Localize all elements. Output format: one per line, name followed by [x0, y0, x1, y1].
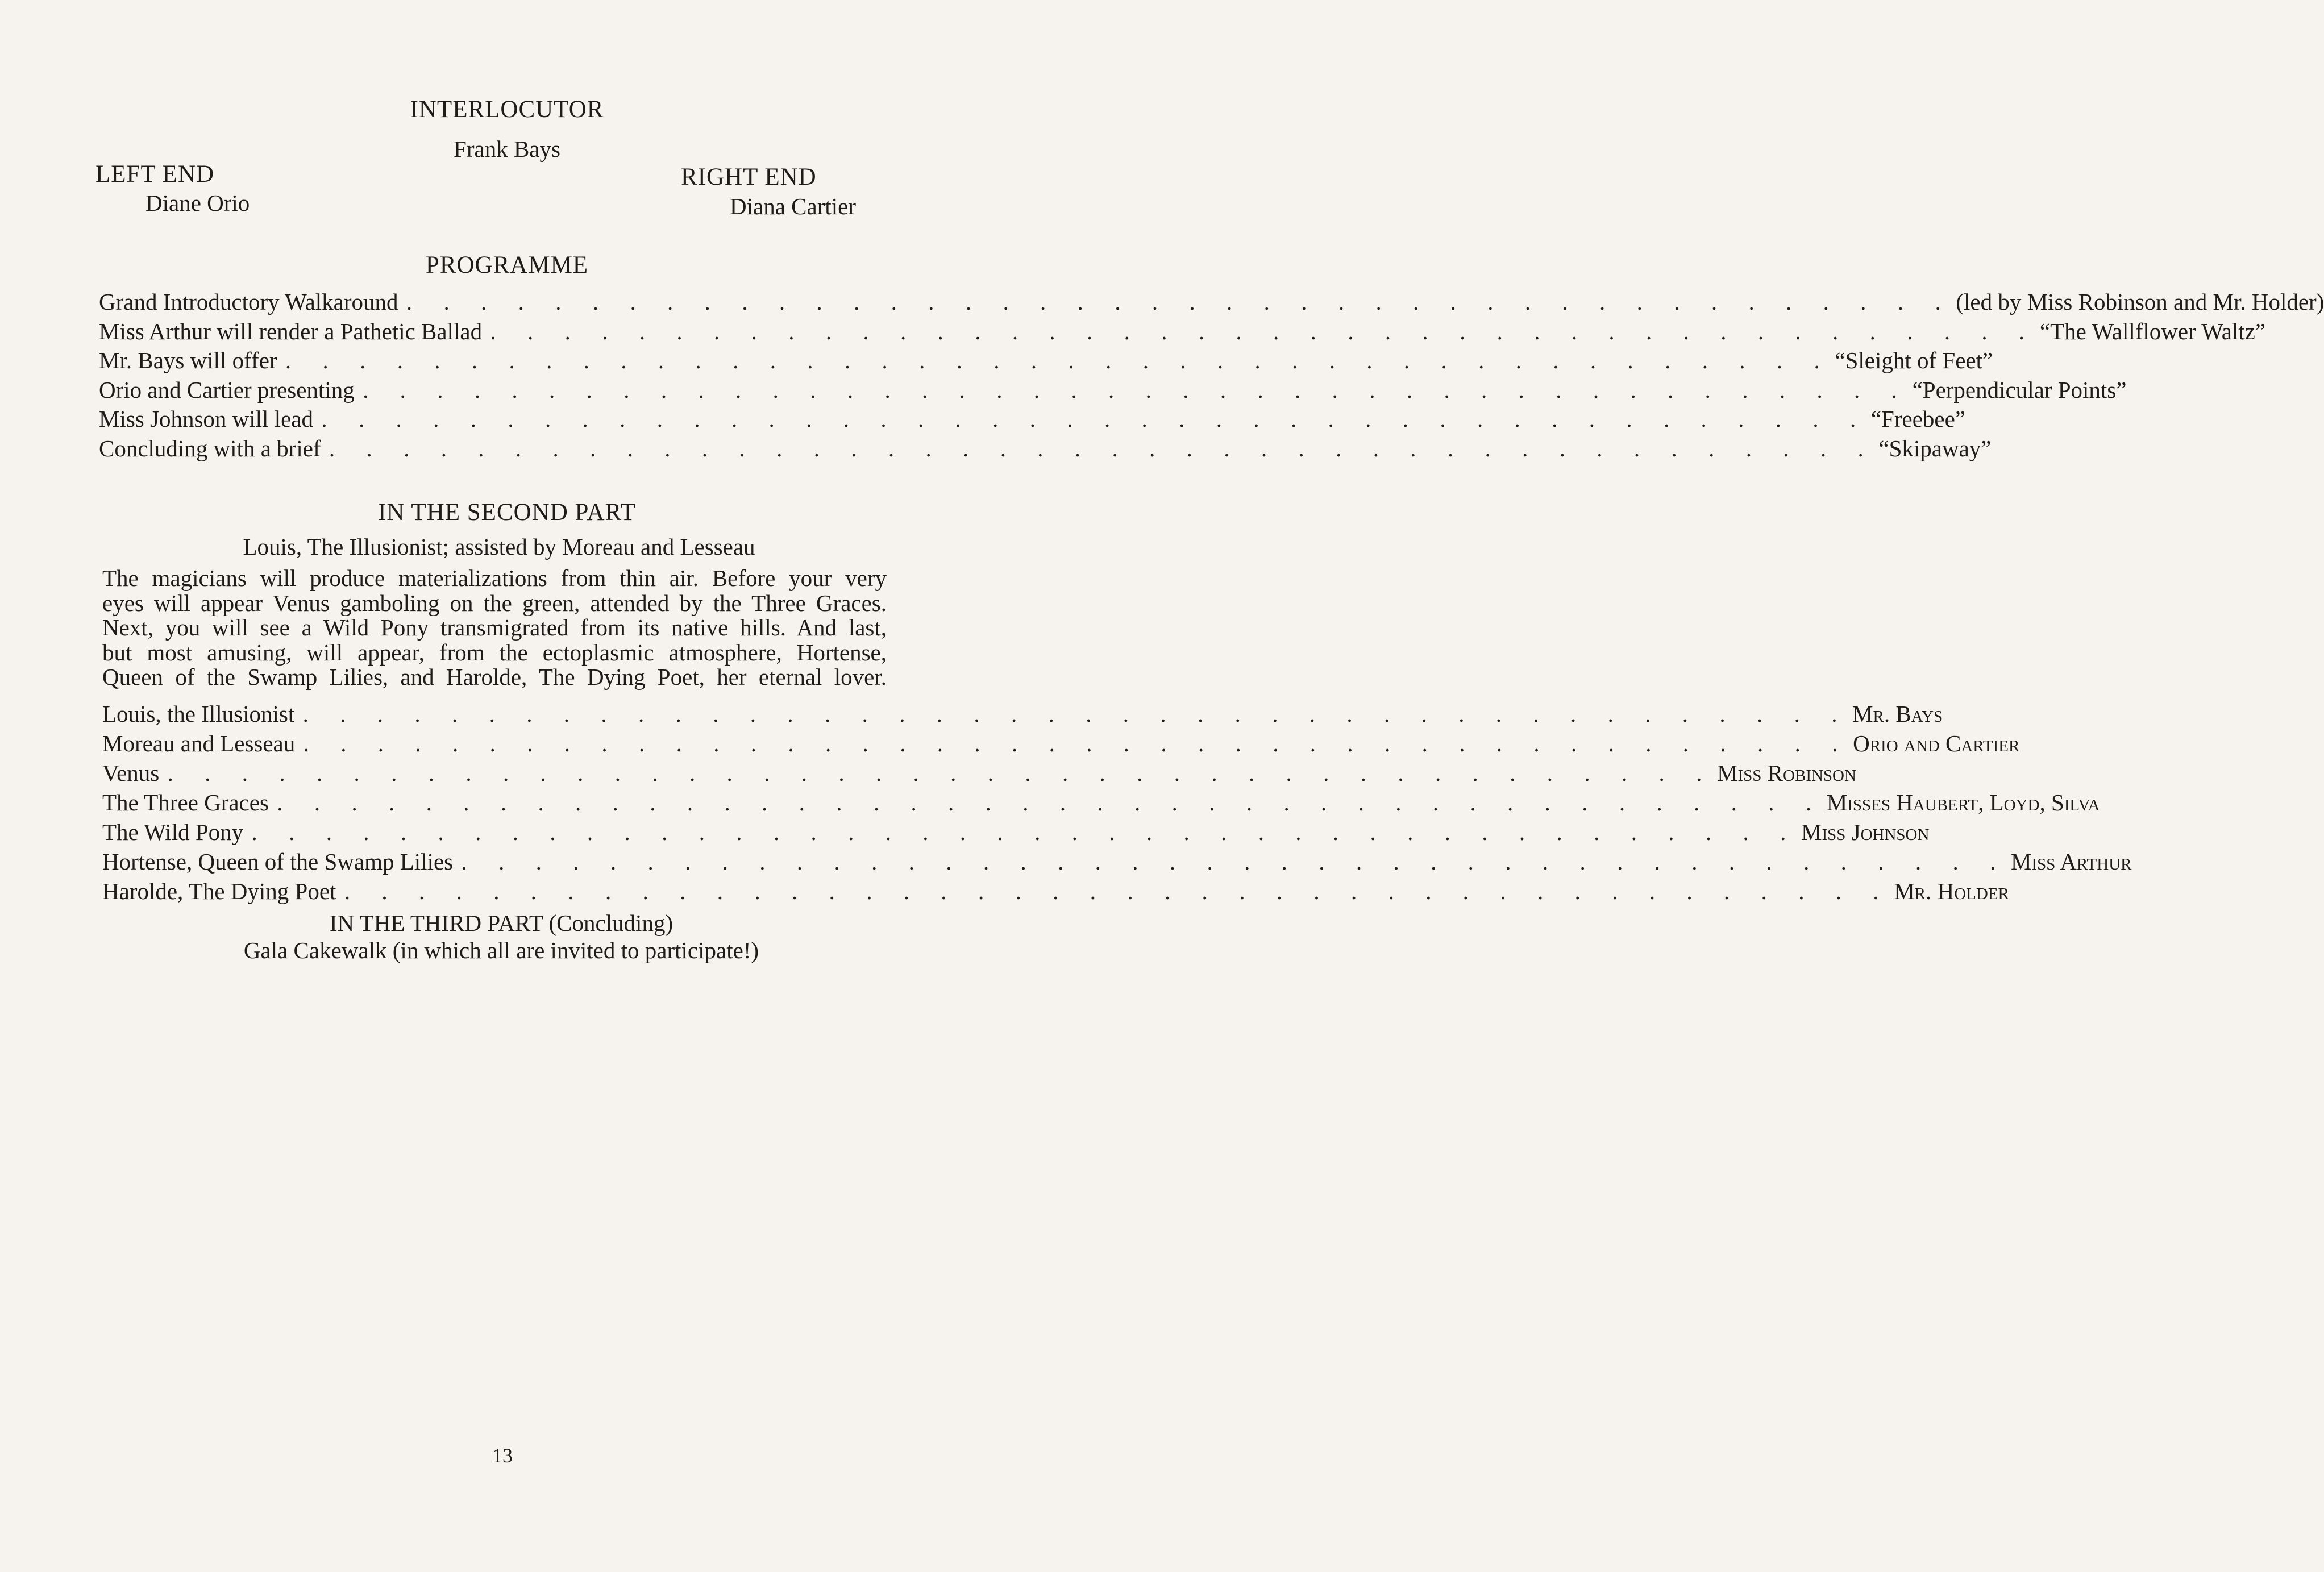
programme-act: Miss Arthur will render a Pathetic Ballad	[99, 318, 483, 344]
page-number: 13	[492, 1444, 513, 1467]
cast-role: Moreau and Lesseau	[102, 730, 296, 756]
interlocutor-label: INTERLOCUTOR	[410, 96, 604, 123]
cast-role: Venus	[102, 760, 160, 786]
interlocutor-name: Frank Bays	[454, 136, 560, 162]
programme-item	[99, 347, 1993, 374]
second-part-subheading: Louis, The Illusionist; assisted by Moreau and Lesseau	[243, 534, 755, 560]
dot-leader: . . . . . . . . . . . . . . . . . . . . . . . . . . . . . . . . . . . . . . . . . .	[302, 701, 1850, 727]
right-end-name: Diana Cartier	[730, 193, 856, 219]
dot-leader: . . . . . . . . . . . . . . . . . . . . . . . . . . . . . . . . . . . . . . . . . .	[363, 377, 1910, 403]
programme-item	[99, 376, 2127, 404]
programme-detail: “Perpendicular Points”	[1912, 377, 2127, 403]
dot-leader: . . . . . . . . . . . . . . . . . . . . . . . . . . . . . . . . . . . . . . . . . .	[277, 789, 1824, 816]
dot-leader: . . . . . . . . . . . . . . . . . . . . . . . . . . . . . . . . . . . . . . . . . .	[406, 289, 1954, 315]
cast-row	[102, 759, 1856, 787]
description-line: eyes will appear Venus gamboling on the green, attended by the Three Graces.	[102, 589, 887, 616]
dot-leader: . . . . . . . . . . . . . . . . . . . . . . . . . . . . . . . . . . . . . . . . . .	[344, 878, 1892, 904]
dot-leader: . . . . . . . . . . . . . . . . . . . . . . . . . . . . . . . . . . . . . . . . . .	[303, 730, 1851, 756]
description-line: but most amusing, will appear, from the ectoplasmic atmosphere, Hortense,	[102, 639, 887, 666]
programme-detail: “Freebee”	[1870, 406, 1965, 432]
programme-detail: “Sleight of Feet”	[1835, 347, 1993, 373]
programme-detail: “Skipaway”	[1878, 435, 1992, 461]
programme-act: Grand Introductory Walkaround	[99, 289, 398, 315]
cast-player: Misses Haubert, Loyd, Silva	[1826, 789, 2100, 816]
third-part-heading: IN THE THIRD PART (Concluding)	[329, 910, 673, 936]
dot-leader: . . . . . . . . . . . . . . . . . . . . . . . . . . . . . . . . . . . . . . . . . .	[285, 347, 1833, 373]
cast-row	[102, 848, 2132, 875]
cast-row	[102, 789, 2100, 816]
cast-role: Louis, the Illusionist	[102, 701, 295, 727]
cast-player: Miss Robinson	[1717, 760, 1856, 786]
right-end-label: RIGHT END	[681, 164, 817, 190]
programme-act: Orio and Cartier presenting	[99, 377, 355, 403]
programme-act: Mr. Bays will offer	[99, 347, 277, 373]
dot-leader: . . . . . . . . . . . . . . . . . . . . . . . . . . . . . . . . . . . . . . . . . .	[329, 435, 1877, 461]
programme-act: Miss Johnson will lead	[99, 406, 313, 432]
dot-leader: . . . . . . . . . . . . . . . . . . . . . . . . . . . . . . . . . . . . . . . . . .	[461, 849, 2009, 875]
cast-row	[102, 818, 1930, 846]
programme-item	[99, 435, 1992, 462]
cast-role: Harolde, The Dying Poet	[102, 878, 336, 904]
dot-leader: . . . . . . . . . . . . . . . . . . . . . . . . . . . . . . . . . . . . . . . . . .	[321, 406, 1869, 432]
dot-leader: . . . . . . . . . . . . . . . . . . . . . . . . . . . . . . . . . . . . . . . . . .	[167, 760, 1715, 786]
cast-row	[102, 700, 1943, 727]
cast-player: Miss Arthur	[2010, 849, 2132, 875]
cast-player: Mr. Bays	[1852, 701, 1943, 727]
programme-heading: PROGRAMME	[425, 252, 589, 278]
programme-detail: “The Wallflower Waltz”	[2039, 318, 2266, 344]
programme-act: Concluding with a brief	[99, 435, 321, 461]
dot-leader: . . . . . . . . . . . . . . . . . . . . . . . . . . . . . . . . . . . . . . . . . .	[251, 819, 1799, 845]
cast-role: The Three Graces	[102, 789, 269, 816]
left-end-label: LEFT END	[95, 161, 215, 188]
programme-item	[99, 318, 2266, 345]
programme-item	[99, 288, 2324, 315]
cast-role: The Wild Pony	[102, 819, 244, 845]
cast-row	[102, 878, 2009, 905]
cast-role: Hortense, Queen of the Swamp Lilies	[102, 849, 454, 875]
description-line: The magicians will produce materializations from thin air. Before your very	[102, 565, 887, 591]
description-line: Queen of the Swamp Lilies, and Harolde, The Dying Poet, her eternal lover.	[102, 664, 887, 690]
second-part-description	[102, 566, 887, 690]
dot-leader: . . . . . . . . . . . . . . . . . . . . . . . . . . . . . . . . . . . . . . . . . .	[490, 318, 2038, 344]
cast-player: Miss Johnson	[1801, 819, 1930, 845]
cast-player: Orio and Cartier	[1853, 730, 2020, 756]
programme-detail: (led by Miss Robinson and Mr. Holder)	[1956, 289, 2324, 315]
cast-player: Mr. Holder	[1894, 878, 2009, 904]
left-end-name: Diane Orio	[145, 190, 250, 216]
second-part-heading: IN THE SECOND PART	[378, 499, 636, 526]
description-line: Next, you will see a Wild Pony transmigrated from its native hills. And last,	[102, 614, 887, 641]
cast-row	[102, 730, 2020, 757]
third-part-subheading: Gala Cakewalk (in which all are invited to participate!)	[243, 937, 759, 963]
programme-item	[99, 405, 1965, 432]
